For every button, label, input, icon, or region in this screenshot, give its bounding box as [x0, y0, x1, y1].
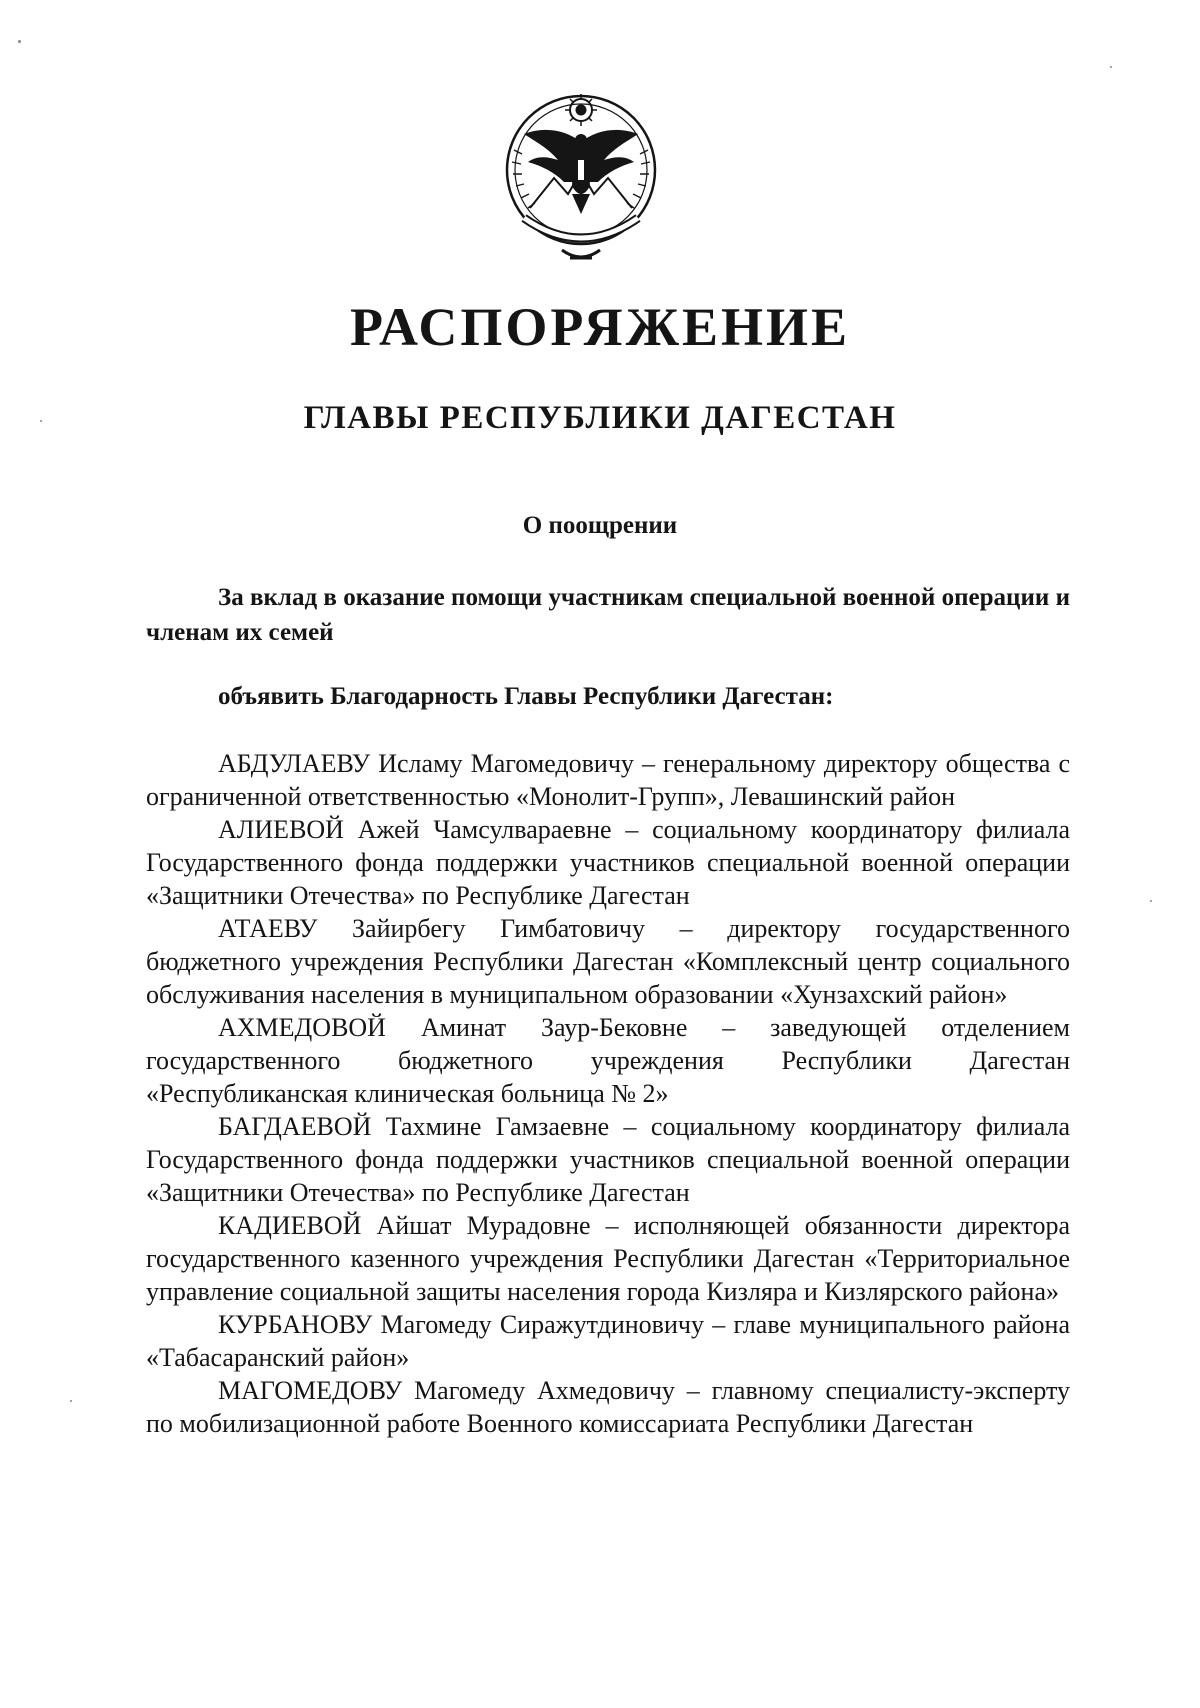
scan-speck [70, 1400, 72, 1402]
recipient-entry: МАГОМЕДОВУ Магомеду Ахмедовичу – главному специалисту-эксперту по мобилизационной работе Военного комиссариата Республики Дагестан [146, 1376, 1070, 1438]
recipient-entry: КАДИЕВОЙ Айшат Мурадовне – исполняющей обязанности директора государственного казенного учреждения Республики Дагестан «Территориальное управление социальной защиты населения города Кизляра и Кизлярского района» [146, 1211, 1070, 1306]
recipient-entry: АХМЕДОВОЙ Аминат Заур-Бековне – заведующей отделением государственного бюджетного учреждения Республики Дагестан «Республиканская клиническая больница № 2» [146, 1013, 1070, 1108]
scan-speck [18, 40, 21, 43]
recipient-entry: БАГДАЕВОЙ Тахмине Гамзаевне – социальному координатору филиала Государственного фонда поддержки участников специальной военной операции «Защитники Отечества» по Республике Дагестан [146, 1112, 1070, 1207]
document-subtitle: ГЛАВЫ РЕСПУБЛИКИ ДАГЕСТАН [303, 400, 897, 436]
document-subject: О поощрении [522, 512, 678, 539]
recipient-list [146, 747, 1070, 1440]
announcement-line: объявить Благодарность Главы Республики Дагестан: [218, 683, 834, 710]
recipient-entry: АТАЕВУ Зайирбегу Гимбатовичу – директору государственного бюджетного учреждения Республики Дагестан «Комплексный центр социального обслуживания населения в муниципальном образовании «Хунзахский район» [146, 914, 1070, 1009]
document-title: РАСПОРЯЖЕНИЕ [349, 297, 851, 357]
scan-speck [40, 420, 42, 422]
coat-of-arms-emblem [496, 90, 666, 266]
scan-speck [1110, 66, 1112, 68]
recipient-entry: АБДУЛАЕВУ Исламу Магомедовичу – генеральному директору общества с ограниченной ответственностью «Монолит-Групп», Левашинский район [146, 749, 1070, 811]
intro-paragraph: За вклад в оказание помощи участникам специальной военной операции и членам их семей [146, 584, 1070, 646]
dagestan-coat-of-arms-icon [496, 90, 666, 266]
recipient-entry: АЛИЕВОЙ Ажей Чамсулвараевне – социальному координатору филиала Государственного фонда поддержки участников специальной военной операции «Защитники Отечества» по Республике Дагестан [146, 815, 1070, 910]
scan-speck [1150, 900, 1152, 902]
recipient-entry: КУРБАНОВУ Магомеду Сиражутдиновичу – главе муниципального района «Табасаранский район» [146, 1310, 1070, 1372]
